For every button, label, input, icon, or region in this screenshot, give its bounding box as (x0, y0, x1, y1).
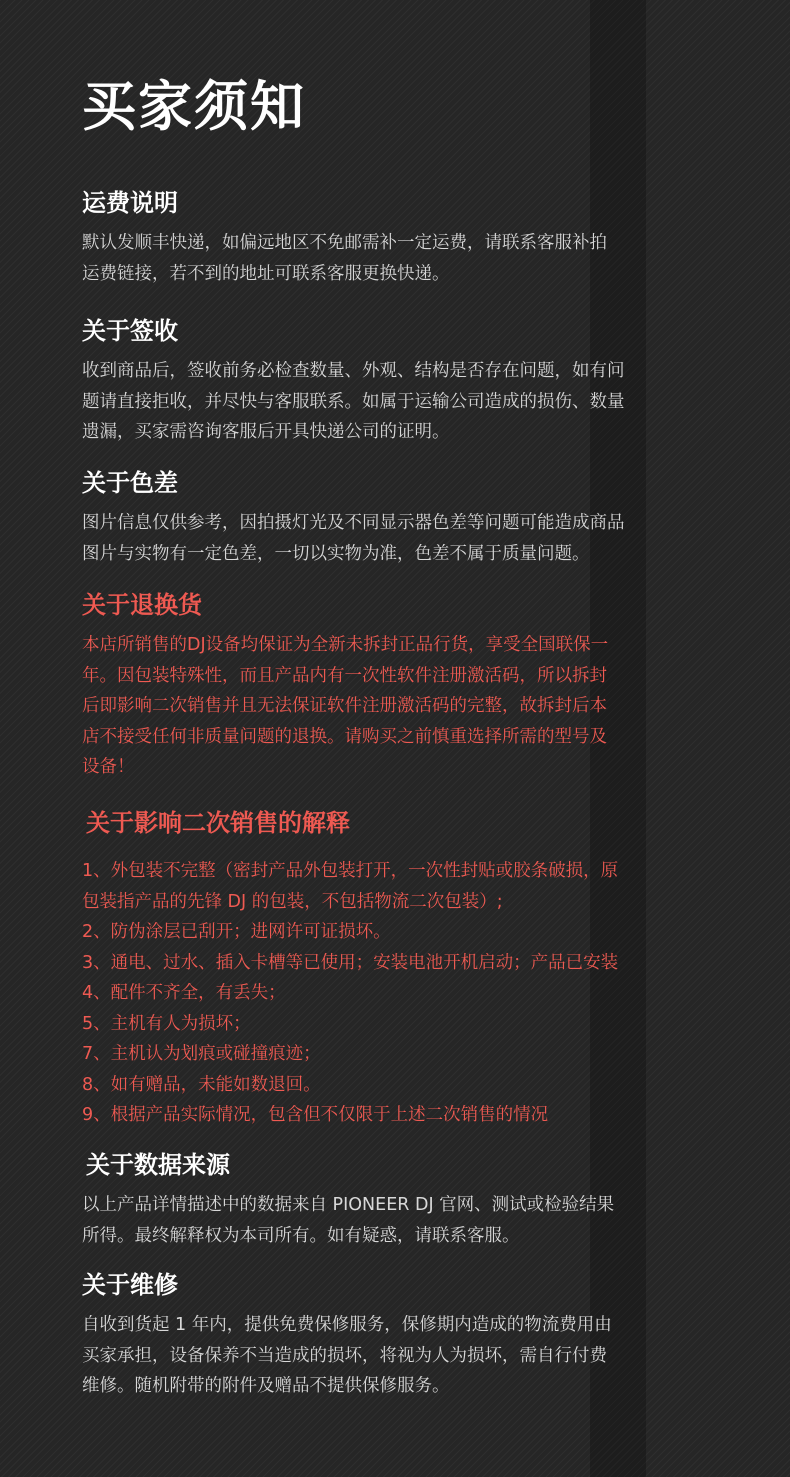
section-repair (82, 1268, 722, 1402)
section-data-source (86, 1148, 726, 1182)
list-item: 9、根据产品实际情况，包含但不仅限于上述二次销售的情况 (82, 1105, 549, 1125)
section-color-difference (82, 466, 722, 569)
list-item: 8、如有赠品，未能如数退回。 (82, 1074, 321, 1095)
section-data-source-text (82, 1182, 722, 1251)
section-text: 收到商品后，签收前务必检查数量、外观、结构是否存在问题，如有问 题请直接拒收，并尽快与客服联系。如属于运输公司造成的损伤、数量 遗漏，买家需咨询客服后开具快递公司的证明。 (82, 361, 625, 442)
section-shipping (82, 186, 722, 289)
section-heading: 关于影响二次销售的解释 (86, 809, 350, 837)
section-signing (82, 314, 722, 448)
list-item: 1、外包装不完整（密封产品外包装打开，一次性封贴或胶条破损，原 (82, 861, 619, 881)
section-resale-list (82, 848, 722, 1131)
section-text: 以上产品详情描述中的数据来自 PIONEER DJ 官网、测试或检验结果 所得。最终解释权为本司所有。如有疑惑，请联系客服。 (82, 1195, 615, 1246)
section-heading: 关于签收 (82, 317, 178, 345)
list-item: 4、配件不齐全，有丢失； (82, 983, 286, 1003)
section-returns (82, 588, 722, 783)
section-heading: 关于退换货 (82, 591, 202, 619)
list-item: 5、主机有人为损坏； (82, 1013, 251, 1034)
section-text: 图片信息仅供参考，因拍摄灯光及不同显示器色差等问题可能造成商品 图片与实物有一定色差，一切以实物为准，色差不属于质量问题。 (82, 513, 625, 564)
section-resale (86, 806, 726, 840)
list-item: 包装指产品的先锋 DJ 的包装，不包括物流二次包装）; (82, 891, 503, 912)
section-text: 自收到货起 1 年内，提供免费保修服务，保修期内造成的物流费用由 买家承担，设备保养不当造成的损坏，将视为人为损坏，需自行付费 维修。随机附带的附件及赠品不提供保修服务。 (82, 1315, 612, 1396)
section-text: 本店所销售的DJ设备均保证为全新未拆封正品行货，享受全国联保一 年。因包装特殊性，而且产品内有一次性软件注册激活码，所以拆封 后即影响二次销售并且无法保证软件注册激活码的完整，故拆封后本 店不接受任何非质量问题的退换。请购买之前慎重选择所需的型号及 设备！ (82, 635, 609, 777)
list-item: 3、通电、过水、插入卡槽等已使用；安装电池开机启动；产品已安装 (82, 952, 619, 973)
section-heading: 关于色差 (82, 469, 178, 497)
list-item: 7、主机认为划痕或碰撞痕迹； (82, 1044, 321, 1064)
section-heading: 运费说明 (82, 189, 178, 217)
section-text: 默认发顺丰快递，如偏远地区不免邮需补一定运费，请联系客服补拍 运费链接，若不到的地址可联系客服更换快递。 (82, 233, 607, 284)
section-heading: 关于维修 (82, 1271, 178, 1299)
list-item: 2、防伪涂层已刮开；进网许可证损坏。 (82, 922, 391, 942)
page-title: 买家须知 (82, 75, 306, 138)
section-heading: 关于数据来源 (86, 1151, 230, 1179)
